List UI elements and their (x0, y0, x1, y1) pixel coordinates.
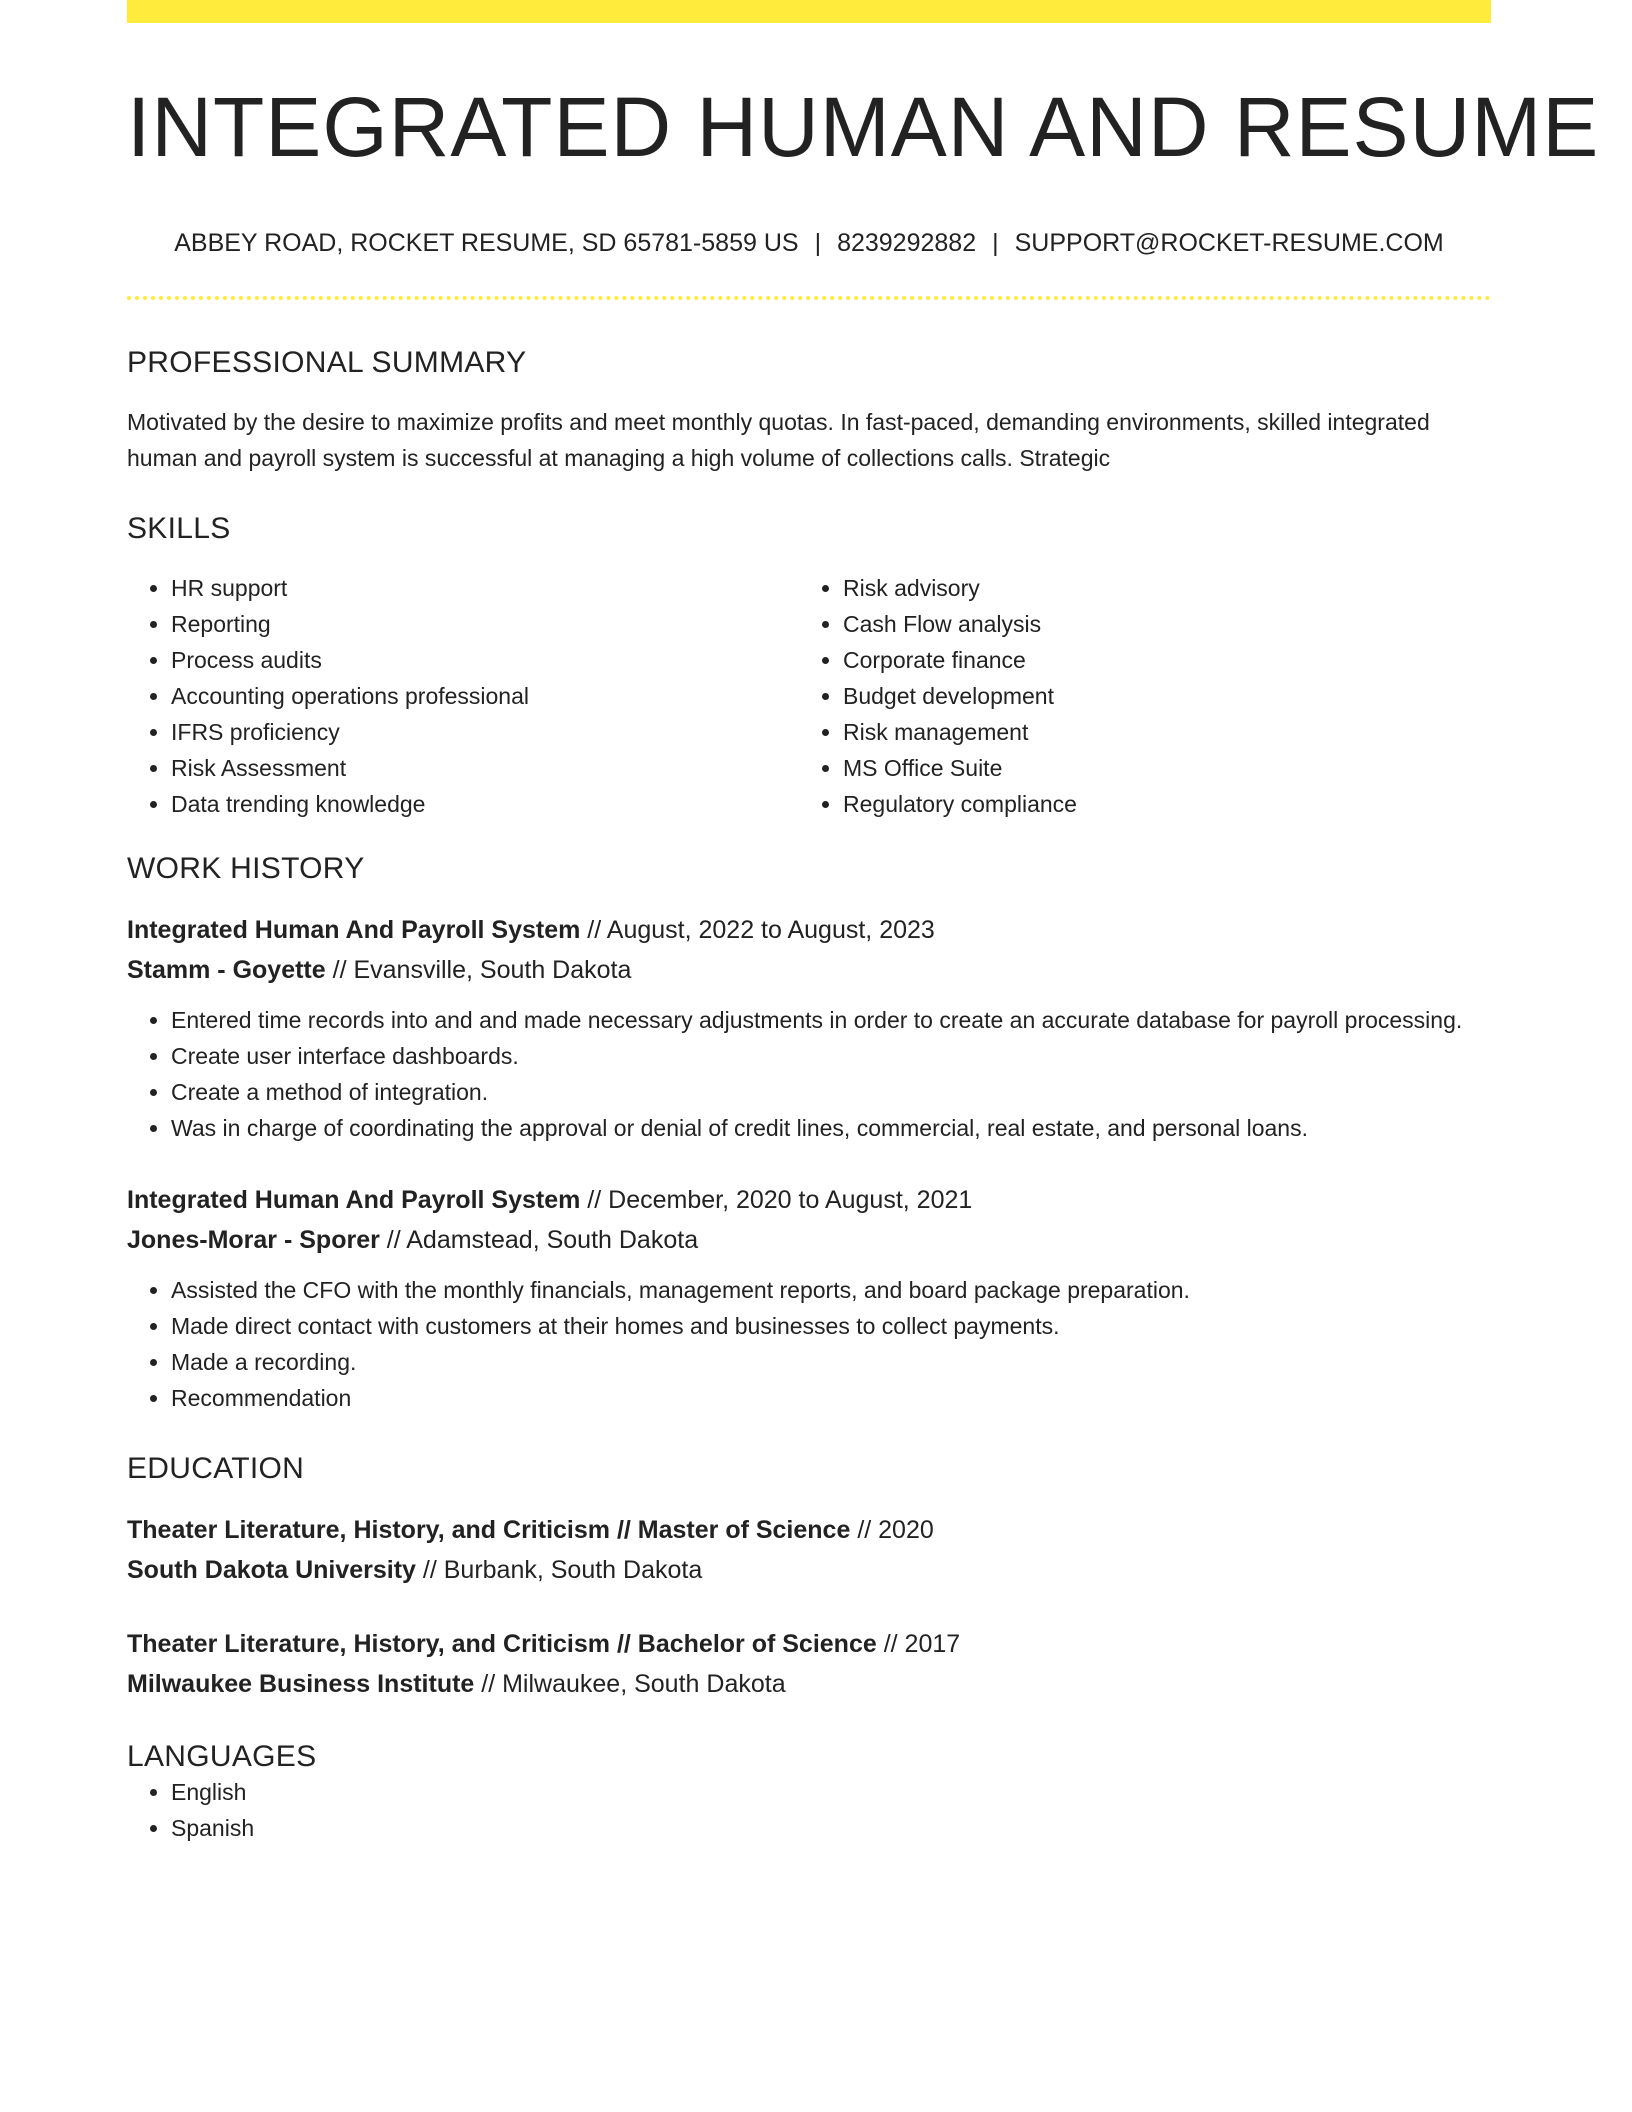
job-bullet: • Create a method of integration. (171, 1074, 1491, 1110)
skills-list-left (127, 570, 799, 822)
skill-item: • Corporate finance (843, 642, 1471, 678)
resume-name: INTEGRATED HUMAN AND RESUME (127, 80, 1600, 174)
job-bullet: • Create user interface dashboards. (171, 1038, 1491, 1074)
education-entry (127, 1624, 1491, 1704)
education-degree: Theater Literature, History, and Criticism // Bachelor of Science (127, 1630, 877, 1659)
language-item: • English (171, 1774, 1491, 1810)
job-dates: // December, 2020 to August, 2021 (580, 1186, 973, 1215)
job-company-line (127, 1220, 1491, 1260)
job-bullets (127, 1002, 1491, 1146)
job-dates: // August, 2022 to August, 2023 (580, 916, 935, 945)
education-school-line (127, 1664, 1491, 1704)
education-year: // 2020 (850, 1516, 934, 1545)
job-position: Integrated Human And Payroll System (127, 916, 581, 945)
job-company-line (127, 950, 1491, 990)
header-divider (127, 296, 1491, 300)
job-company: Jones-Morar - Sporer (127, 1226, 380, 1255)
skill-item: • Data trending knowledge (171, 786, 799, 822)
contact-separator: | (992, 229, 999, 258)
skill-item: • IFRS proficiency (171, 714, 799, 750)
skill-item: • Budget development (843, 678, 1471, 714)
skills-grid (127, 570, 1491, 822)
resume-page (127, 0, 1600, 1846)
contact-email: SUPPORT@ROCKET-RESUME.COM (1014, 229, 1444, 258)
skills-list-right (799, 570, 1471, 822)
job-bullet: • Entered time records into and and made necessary adjustments in order to create an accurate database for payroll processing. (171, 1002, 1491, 1038)
skills-heading: SKILLS (127, 512, 231, 546)
education-school: Milwaukee Business Institute (127, 1670, 475, 1699)
job-bullet: • Recommendation (171, 1380, 1491, 1416)
job-bullet: • Was in charge of coordinating the approval or denial of credit lines, commercial, real estate, and personal loans. (171, 1110, 1491, 1146)
languages-list (127, 1774, 1491, 1846)
skill-item: • Risk Assessment (171, 750, 799, 786)
languages-heading: LANGUAGES (127, 1740, 317, 1774)
job-bullet: • Assisted the CFO with the monthly financials, management reports, and board package preparation. (171, 1272, 1491, 1308)
education-year: // 2017 (876, 1630, 961, 1659)
skill-item: • Process audits (171, 642, 799, 678)
contact-address: ABBEY ROAD, ROCKET RESUME, SD 65781-5859 US (174, 229, 799, 258)
skill-item: • Accounting operations professional (171, 678, 799, 714)
job-location: // Evansville, South Dakota (325, 956, 632, 985)
job-title-line (127, 910, 1491, 950)
contact-separator: | (814, 229, 822, 258)
skill-item: • HR support (171, 570, 799, 606)
job-location: // Adamstead, South Dakota (379, 1226, 699, 1255)
job-entry (127, 910, 1491, 1146)
job-bullets (127, 1272, 1491, 1416)
education-entry (127, 1510, 1491, 1590)
contact-line (127, 229, 1491, 258)
work-history-heading: WORK HISTORY (127, 852, 365, 886)
skill-item: • Regulatory compliance (843, 786, 1471, 822)
education-degree: Theater Literature, History, and Criticism // Master of Science (127, 1516, 851, 1545)
job-position: Integrated Human And Payroll System (127, 1186, 581, 1215)
skill-item: • Risk advisory (843, 570, 1471, 606)
job-company: Stamm - Goyette (127, 956, 326, 985)
education-location: // Milwaukee, South Dakota (474, 1670, 786, 1699)
education-school: South Dakota University (127, 1556, 416, 1585)
skill-item: • Risk management (843, 714, 1471, 750)
job-bullet: • Made direct contact with customers at their homes and businesses to collect payments. (171, 1308, 1491, 1344)
job-entry (127, 1180, 1491, 1416)
education-degree-line (127, 1624, 1491, 1664)
summary-text: Motivated by the desire to maximize profits and meet monthly quotas. In fast-paced, demanding environments, skilled integrated human and payroll system is successful at managing a high volume of collections calls. Strategic (127, 409, 1430, 472)
education-location: // Burbank, South Dakota (415, 1556, 703, 1585)
top-accent-bar (127, 0, 1491, 23)
skill-item: • Reporting (171, 606, 799, 642)
education-heading: EDUCATION (127, 1452, 305, 1486)
job-title-line (127, 1180, 1491, 1220)
skill-item: • Cash Flow analysis (843, 606, 1471, 642)
contact-phone: 8239292882 (837, 229, 977, 258)
skill-item: • MS Office Suite (843, 750, 1471, 786)
job-bullet: • Made a recording. (171, 1344, 1491, 1380)
language-item: • Spanish (171, 1810, 1491, 1846)
education-degree-line (127, 1510, 1491, 1550)
summary-heading: PROFESSIONAL SUMMARY (127, 346, 527, 380)
education-school-line (127, 1550, 1491, 1590)
